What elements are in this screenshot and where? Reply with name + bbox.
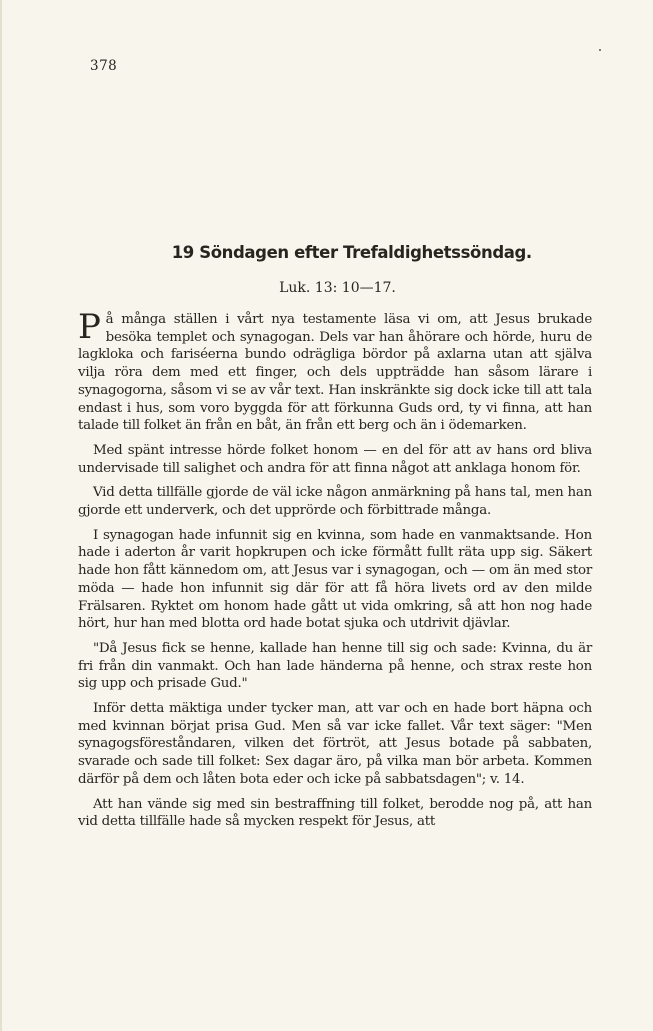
paragraph: I synagogan hade infunnit sig en kvinna, som hade en vanmaktsande. Hon hade i aderton år varit hopkrupen och icke förmått fullt räta upp sig. Säkert hade hon fått kännedom om, att Jesus var i synagogan, och — om än med stor möda — hade hon infunnit sig där för att få höra livets ord av den milde Frälsaren. Ryktet om honom hade gått ut vida omkring, så att hon nog hade hört, hur han med blotta ord hade botat sjuka och utdrivit djävlar. <box>78 527 592 632</box>
paragraph: Med spänt intresse hörde folket honom — en del för att av hans ord bliva undervisade till salighet och andra för att finna något att anklaga honom för. <box>78 442 592 476</box>
paragraph: "Då Jesus fick se henne, kallade han henne till sig och sade: Kvinna, du är fri från din vanmakt. Och han lade händerna på henne, och strax reste hon sig upp och prisade Gud." <box>78 640 592 692</box>
scripture-reference: Luk. 13: 10—17. <box>279 280 396 296</box>
page-number: 378 <box>90 58 118 74</box>
paragraph: Inför detta mäktiga under tycker man, att var och en hade bort häpna och med kvinnan börjat prisa Gud. Men så var icke fallet. Vår text säger: "Men synagogsföreståndaren, vilken det förtröt, att Jesus botade på sabbaten, svarade och sade till folket: Sex dagar äro, på vilka man bör arbeta. Kommen därför på dem och låten bota eder och icke på sabbatsdagen"; v. 14. <box>78 701 592 787</box>
paragraph: Att han vände sig med sin bestraffning till folket, berodde nog på, att han vid detta tillfälle hade så mycken respekt för Jesus, att <box>78 796 592 830</box>
sermon-title: 19 Söndagen efter Trefaldighetssöndag. <box>171 243 532 263</box>
body-text <box>78 307 592 838</box>
paragraph <box>78 307 592 435</box>
print-speck <box>599 49 601 51</box>
drop-cap: P <box>78 307 101 347</box>
paragraph: Vid detta tillfälle gjorde de väl icke någon anmärkning på hans tal, men han gjorde ett underverk, och det upprörde och förbittrade många. <box>78 485 592 519</box>
paragraph-text: å många ställen i vårt nya testamente läsa vi om, att Jesus brukade besöka templet och synagogan. Dels var han åhörare och hörde, huru de lagkloka och fariséerna bundo odrägliga bördor på axlarna utan att själva vilja röra dem med ett finger, och dels uppträdde han såsom lärare i synagogorna, såsom vi se av vår text. Han inskränkte sig dock icke till att tala endast i hus, som voro byggda för att förkunna Guds ord, ty vi finna, att han talade till folket än från en båt, än från ett berg och än i ödemarken. <box>78 312 592 434</box>
